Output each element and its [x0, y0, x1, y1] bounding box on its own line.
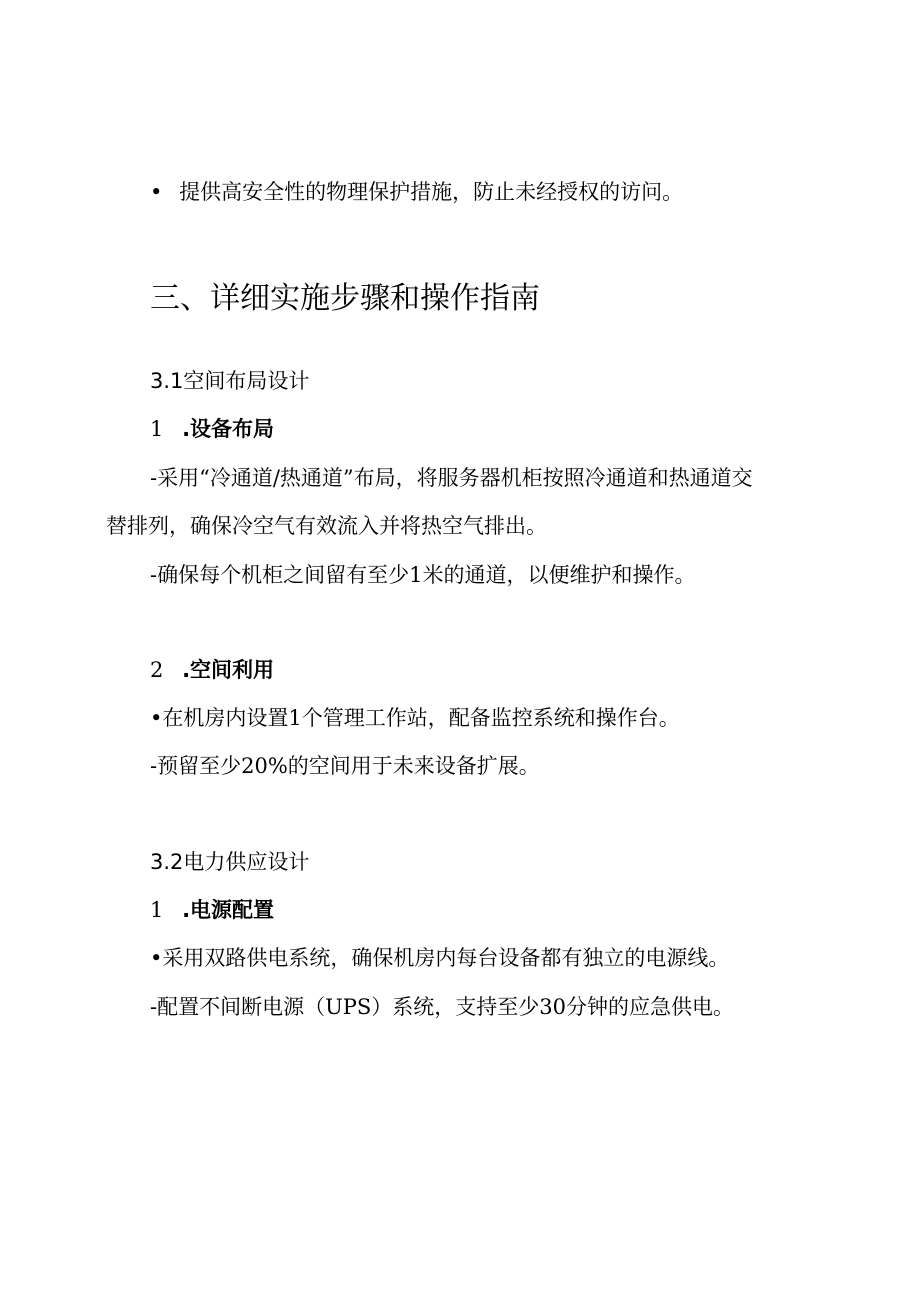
item-label: .电源配置 [182, 898, 275, 922]
item-heading-equipment-layout [150, 415, 274, 443]
bullet-item-dual-power [150, 944, 729, 972]
item-label: .空间利用 [182, 658, 275, 682]
bullet-text: 在机房内设置1个管理工作站，配备监控系统和操作台。 [162, 706, 680, 730]
section-heading-3: 三、详细实施步骤和操作指南 [150, 281, 540, 316]
bullet-item-physical-protection [150, 178, 683, 206]
bullet-marker: • [150, 706, 163, 730]
bullet-marker: • [150, 180, 163, 204]
paragraph-line: -采用“冷通道/热通道”布局，将服务器机柜按照冷通道和热通道交 [150, 466, 753, 490]
item-number: 1 [150, 417, 164, 441]
paragraph-line: 替排列，确保冷空气有效流入并将热空气排出。 [106, 514, 547, 538]
item-heading-space-utilization [150, 656, 274, 684]
paragraph-line: -预留至少20%的空间用于未来设备扩展。 [150, 754, 540, 778]
subsection-heading-3-2: 3.2电力供应设计 [150, 850, 310, 874]
bullet-text: 采用双路供电系统，确保机房内每台设备都有独立的电源线。 [162, 946, 730, 970]
bullet-text: 提供高安全性的物理保护措施，防止未经授权的访问。 [179, 180, 684, 204]
paragraph-line: -配置不间断电源（UPS）系统，支持至少30分钟的应急供电。 [150, 995, 735, 1019]
item-number: 1 [150, 898, 164, 922]
item-heading-power-configuration [150, 896, 274, 924]
bullet-item-management-station [150, 704, 680, 732]
paragraph-line: -确保每个机柜之间留有至少1米的通道，以便维护和操作。 [150, 563, 696, 587]
subsection-heading-3-1: 3.1空间布局设计 [150, 369, 310, 393]
item-number: 2 [150, 658, 164, 682]
item-label: .设备布局 [182, 417, 275, 441]
bullet-marker: • [150, 946, 163, 970]
